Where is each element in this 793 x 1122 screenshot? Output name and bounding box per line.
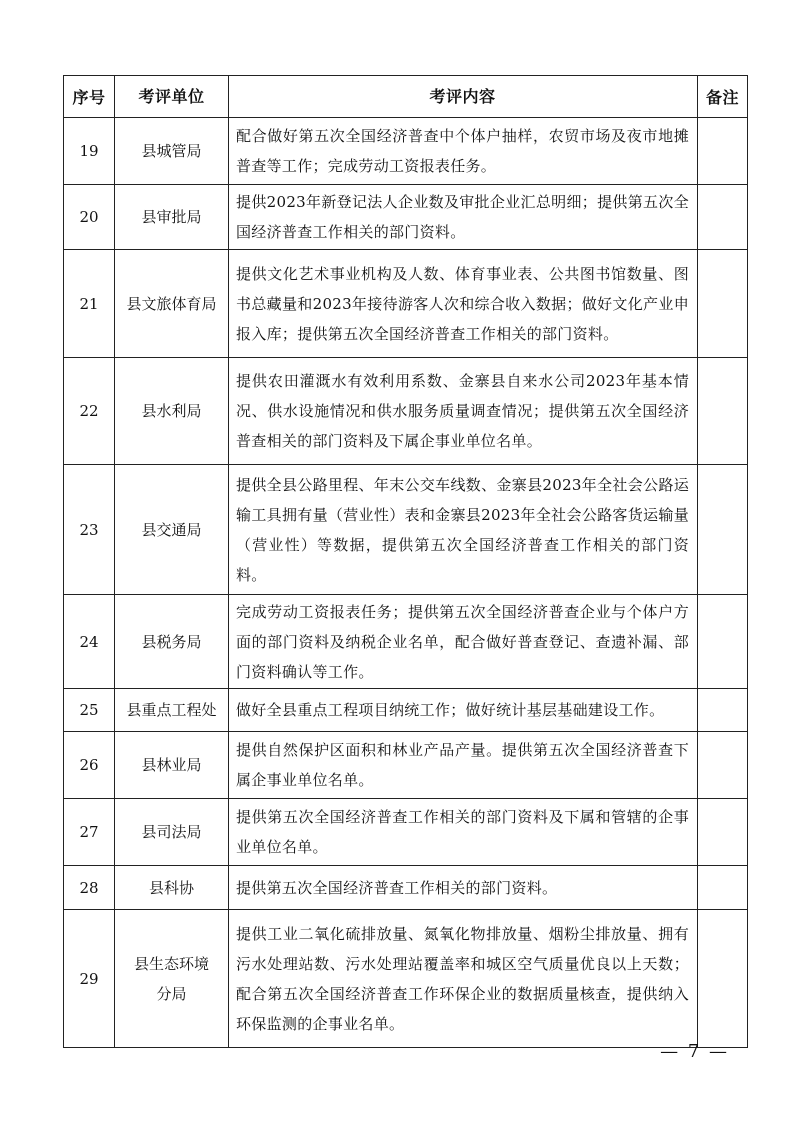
row-number: 21 [64, 250, 115, 358]
row-note [698, 465, 748, 595]
row-number: 26 [64, 732, 115, 799]
table-row [64, 118, 748, 185]
row-unit: 县科协 [115, 866, 229, 910]
header-no: 序号 [64, 76, 115, 118]
row-content: 提供2023年新登记法人企业数及审批企业汇总明细；提供第五次全国经济普查工作相关的部门资料。 [229, 185, 698, 250]
row-unit: 县税务局 [115, 595, 229, 689]
row-note [698, 595, 748, 689]
row-content: 提供第五次全国经济普查工作相关的部门资料及下属和管辖的企事业单位名单。 [229, 799, 698, 866]
row-content: 提供全县公路里程、年末公交车线数、金寨县2023年全社会公路运输工具拥有量（营业性）表和金寨县2023年全社会公路客货运输量（营业性）等数据，提供第五次全国经济普查工作相关的部门资料。 [229, 465, 698, 595]
row-note [698, 118, 748, 185]
row-note [698, 866, 748, 910]
table-row [64, 910, 748, 1048]
row-unit: 县林业局 [115, 732, 229, 799]
row-content: 做好全县重点工程项目纳统工作；做好统计基层基础建设工作。 [229, 689, 698, 732]
page-number: — 7 — [660, 1041, 729, 1062]
header-note: 备注 [698, 76, 748, 118]
row-content: 提供文化艺术事业机构及人数、体育事业表、公共图书馆数量、图书总藏量和2023年接待游客人次和综合收入数据；做好文化产业申报入库；提供第五次全国经济普查工作相关的部门资料。 [229, 250, 698, 358]
row-content: 提供第五次全国经济普查工作相关的部门资料。 [229, 866, 698, 910]
header-content: 考评内容 [229, 76, 698, 118]
row-number: 20 [64, 185, 115, 250]
row-note [698, 358, 748, 465]
row-unit: 县水利局 [115, 358, 229, 465]
row-note [698, 910, 748, 1048]
table-row [64, 250, 748, 358]
table-row [64, 465, 748, 595]
table-row [64, 732, 748, 799]
row-unit: 县城管局 [115, 118, 229, 185]
row-content: 提供工业二氧化硫排放量、氮氧化物排放量、烟粉尘排放量、拥有污水处理站数、污水处理站覆盖率和城区空气质量优良以上天数；配合第五次全国经济普查工作环保企业的数据质量核查，提供纳入环保监测的企事业名单。 [229, 910, 698, 1048]
table-row [64, 595, 748, 689]
table-row [64, 866, 748, 910]
row-content: 配合做好第五次全国经济普查中个体户抽样，农贸市场及夜市地摊普查等工作；完成劳动工资报表任务。 [229, 118, 698, 185]
row-note [698, 732, 748, 799]
row-note [698, 185, 748, 250]
row-number: 29 [64, 910, 115, 1048]
row-unit: 县交通局 [115, 465, 229, 595]
row-unit: 县司法局 [115, 799, 229, 866]
row-unit: 县生态环境分局 [115, 910, 229, 1048]
row-number: 24 [64, 595, 115, 689]
row-note [698, 689, 748, 732]
header-unit: 考评单位 [115, 76, 229, 118]
row-number: 28 [64, 866, 115, 910]
row-number: 23 [64, 465, 115, 595]
evaluation-table [63, 75, 748, 1048]
table-header-row [64, 76, 748, 118]
row-number: 27 [64, 799, 115, 866]
row-content: 提供农田灌溉水有效利用系数、金寨县自来水公司2023年基本情况、供水设施情况和供水服务质量调查情况；提供第五次全国经济普查相关的部门资料及下属企事业单位名单。 [229, 358, 698, 465]
table-row [64, 689, 748, 732]
row-content: 提供自然保护区面积和林业产品产量。提供第五次全国经济普查下属企事业单位名单。 [229, 732, 698, 799]
row-unit: 县文旅体育局 [115, 250, 229, 358]
row-note [698, 250, 748, 358]
table-row [64, 799, 748, 866]
row-number: 25 [64, 689, 115, 732]
row-unit: 县审批局 [115, 185, 229, 250]
row-content: 完成劳动工资报表任务；提供第五次全国经济普查企业与个体户方面的部门资料及纳税企业名单，配合做好普查登记、查遗补漏、部门资料确认等工作。 [229, 595, 698, 689]
row-unit: 县重点工程处 [115, 689, 229, 732]
table-row [64, 358, 748, 465]
row-note [698, 799, 748, 866]
row-number: 22 [64, 358, 115, 465]
table-row [64, 185, 748, 250]
row-number: 19 [64, 118, 115, 185]
